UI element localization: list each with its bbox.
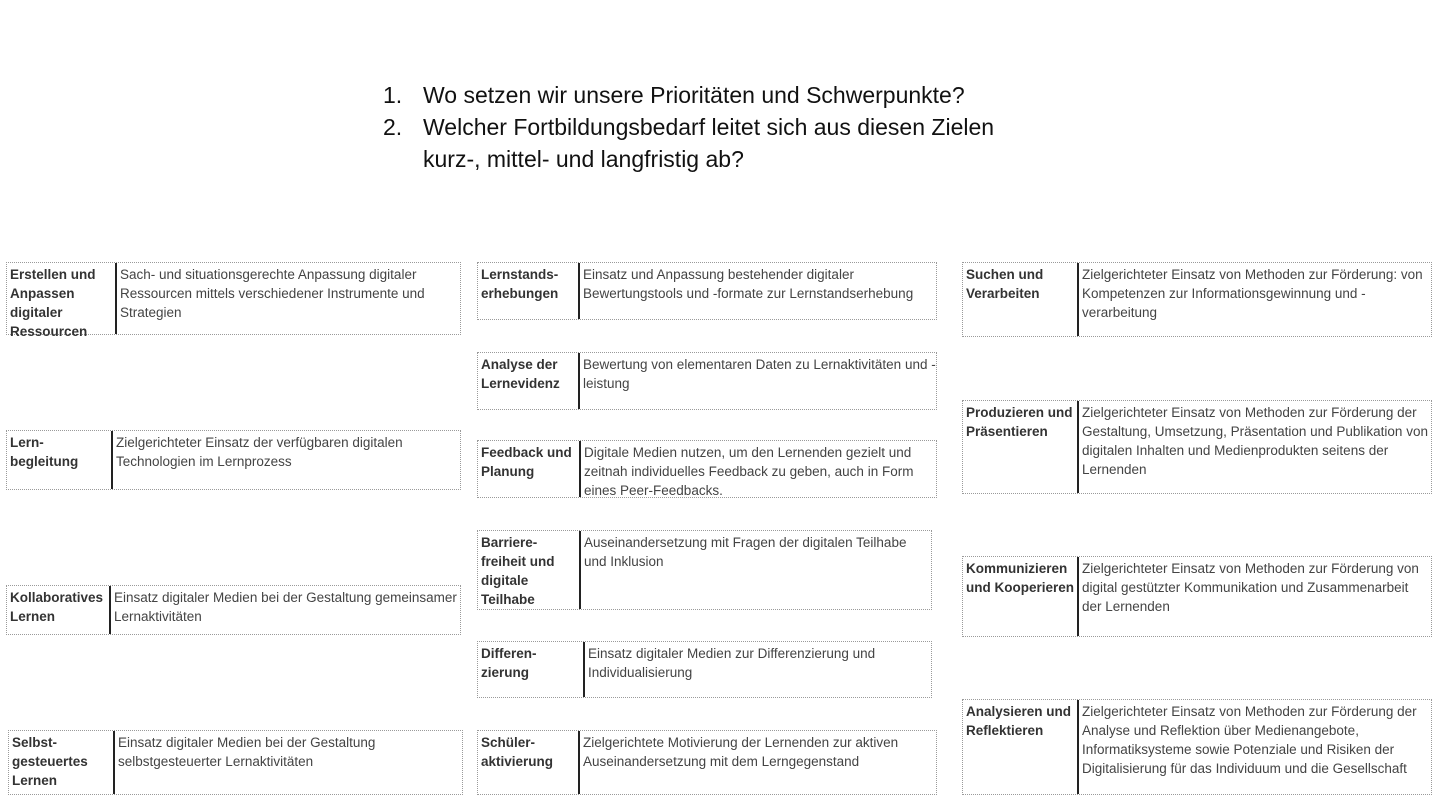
card-description: Zielgerichteter Einsatz von Methoden zur Förderung: von Kompetenzen zur Informationsgewinnung und -verarbeitung — [1082, 267, 1423, 320]
card-term: Erstellen und Anpassen digitaler Ressourcen — [7, 263, 117, 334]
card-description: Einsatz und Anpassung bestehender digitaler Bewertungstools und -formate zur Lernstandserhebung — [583, 267, 914, 301]
card-term: Schüler-aktivierung — [478, 731, 580, 794]
card-term: Barriere-freiheit und digitale Teilhabe — [478, 531, 581, 609]
card-term: Feedback und Planung — [478, 441, 581, 497]
card-term: Differen-zierung — [478, 642, 585, 697]
card-term: Analysieren und Reflektieren — [963, 700, 1079, 794]
competency-card — [477, 262, 937, 320]
card-description: Zielgerichteter Einsatz der verfügbaren digitalen Technologien im Lernprozess — [116, 435, 403, 469]
question-text: Welcher Fortbildungsbedarf leitet sich aus diesen Zielen kurz-, mittel- und langfristig ab? — [423, 114, 995, 172]
competency-card — [962, 699, 1432, 795]
competency-card — [962, 400, 1432, 494]
card-term: Suchen und Verarbeiten — [963, 263, 1079, 336]
card-term: Analyse der Lernevidenz — [478, 353, 580, 409]
card-description: Zielgerichteter Einsatz von Methoden zur Förderung der Analyse und Reflektion über Medienangebote, Informatiksysteme sowie Potenziale und Risiken der Digitalisierung für das Individuum und die Gesellschaft — [1082, 704, 1417, 776]
question-text: Wo setzen wir unsere Prioritäten und Schwerpunkte? — [423, 82, 965, 108]
competency-card — [6, 585, 461, 635]
competency-card — [962, 262, 1432, 337]
card-description: Zielgerichteter Einsatz von Methoden zur Förderung der Gestaltung, Umsetzung, Präsentation und Publikation von digitalen Inhalten und Medienprodukten seitens der Lernenden — [1082, 405, 1428, 477]
card-description: Bewertung von elementaren Daten zu Lernaktivitäten und -leistung — [583, 357, 936, 391]
question-number: 1. — [383, 82, 403, 108]
card-description: Auseinandersetzung mit Fragen der digitalen Teilhabe und Inklusion — [584, 535, 907, 569]
competency-card — [477, 352, 937, 410]
question-item — [383, 111, 1043, 175]
card-term: Lernstands-erhebungen — [478, 263, 580, 319]
competency-card — [477, 730, 937, 795]
card-term: Kommunizieren und Kooperieren — [963, 557, 1079, 636]
question-item — [383, 79, 1083, 111]
competency-card — [6, 430, 461, 490]
question-list — [383, 79, 1083, 175]
competency-card — [477, 641, 932, 698]
card-description: Sach- und situationsgerechte Anpassung digitaler Ressourcen mittels verschiedener Instrumente und Strategien — [120, 267, 425, 320]
card-description: Zielgerichteter Einsatz von Methoden zur Förderung von digital gestützter Kommunikation und Zusammenarbeit der Lernenden — [1082, 561, 1419, 614]
competency-card — [8, 730, 463, 795]
card-description: Einsatz digitaler Medien bei der Gestaltung gemeinsamer Lernaktivitäten — [114, 590, 457, 624]
competency-card — [477, 440, 937, 498]
competency-card — [962, 556, 1432, 637]
card-term: Lern-begleitung — [7, 431, 113, 489]
card-term: Kollaboratives Lernen — [7, 586, 111, 634]
card-description: Einsatz digitaler Medien zur Differenzierung und Individualisierung — [588, 646, 876, 680]
question-number: 2. — [383, 114, 403, 140]
competency-card — [6, 262, 461, 339]
card-term: Produzieren und Präsentieren — [963, 401, 1079, 493]
card-description: Zielgerichtete Motivierung der Lernenden zur aktiven Auseinandersetzung mit dem Lerngegenstand — [583, 735, 899, 769]
competency-card — [477, 530, 932, 610]
card-description: Einsatz digitaler Medien bei der Gestaltung selbstgesteuerter Lernaktivitäten — [118, 735, 376, 769]
card-description: Digitale Medien nutzen, um den Lernenden gezielt und zeitnah individuelles Feedback zu geben, auch in Form eines Peer-Feedbacks. — [584, 445, 914, 498]
card-term: Selbst-gesteuertes Lernen — [9, 731, 115, 794]
